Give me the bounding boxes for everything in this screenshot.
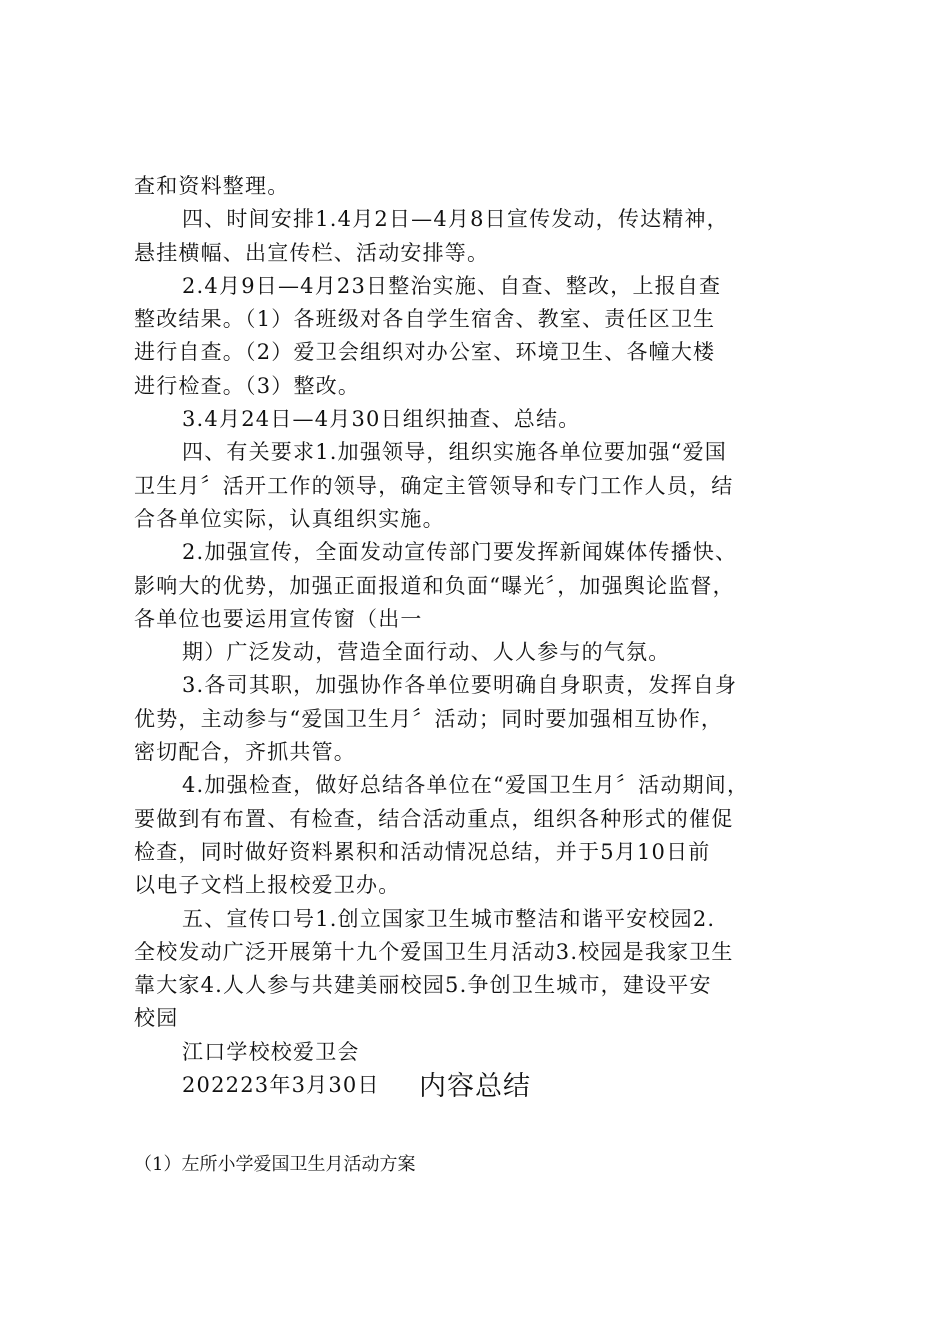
body-line: 进行自查。（2）爱卫会组织对办公室、环境卫生、各幢大楼 (134, 340, 716, 365)
body-line: 四、时间安排1.4月2日—4月8日宣传发动，传达精神， (182, 207, 729, 232)
body-line: 检查，同时做好资料累积和活动情况总结，并于5月10日前 (134, 839, 711, 864)
body-line: 要做到有布置、有检查，结合活动重点，组织各种形式的催促 (134, 806, 734, 831)
body-line: 四、有关要求1.加强领导，组织实施各单位要加强“爱国 (182, 440, 727, 465)
body-line: 以电子文档上报校爱卫办。 (134, 873, 401, 898)
body-line: 3.4月24日—4月30日组织抽查、总结。 (182, 407, 581, 432)
body-line: 校园 (134, 1006, 179, 1031)
body-line: 卫生月〞活开工作的领导，确定主管领导和专门工作人员，结 (134, 473, 734, 498)
body-line: 合各单位实际，认真组织实施。 (134, 506, 445, 531)
body-line: 进行检查。（3）整改。 (134, 373, 361, 398)
body-line: 各单位也要运用宣传窗（出一 (134, 606, 423, 631)
body-line: 影响大的优势，加强正面报道和负面“曝光〞，加强舆论监督， (134, 573, 735, 598)
body-line: 五、宣传口号1.创立国家卫生城市整洁和谐平安校园2. (182, 906, 716, 931)
signature-organization: 江口学校校爱卫会 (182, 1039, 360, 1064)
body-line: 悬挂横幅、出宣传栏、活动安排等。 (134, 240, 490, 265)
body-line: 靠大家4.人人参与共建美丽校园5.争创卫生城市，建设平安 (134, 973, 712, 998)
body-line: 全校发动广泛开展第十九个爱国卫生月活动3.校园是我家卫生 (134, 939, 734, 964)
body-line: 2.加强宣传，全面发动宣传部门要发挥新闻媒体传播快、 (182, 540, 738, 565)
body-line: 3.各司其职，加强协作各单位要明确自身职责，发挥自身 (182, 673, 738, 698)
body-line: 查和资料整理。 (134, 174, 290, 198)
body-line: 优势，主动参与“爱国卫生月〞活动；同时要加强相互协作， (134, 706, 724, 731)
signature-date: 202223年3月30日 (182, 1073, 380, 1098)
body-line: 期）广泛发动，营造全面行动、人人参与的气氛。 (182, 640, 671, 665)
document-body (134, 170, 834, 1102)
body-line: 2.4月9日—4月23日整治实施、自查、整改，上报自查 (182, 273, 722, 298)
body-line: 密切配合，齐抓共管。 (134, 740, 356, 765)
summary-title: 内容总结 (419, 1071, 531, 1102)
body-line: 4.加强检查，做好总结各单位在“爱国卫生月〞活动期间， (182, 773, 750, 798)
summary-item: （1）左所小学爱国卫生月活动方案 (134, 1154, 416, 1175)
body-line: 整改结果。（1）各班级对各自学生宿舍、教室、责任区卫生 (134, 307, 716, 332)
